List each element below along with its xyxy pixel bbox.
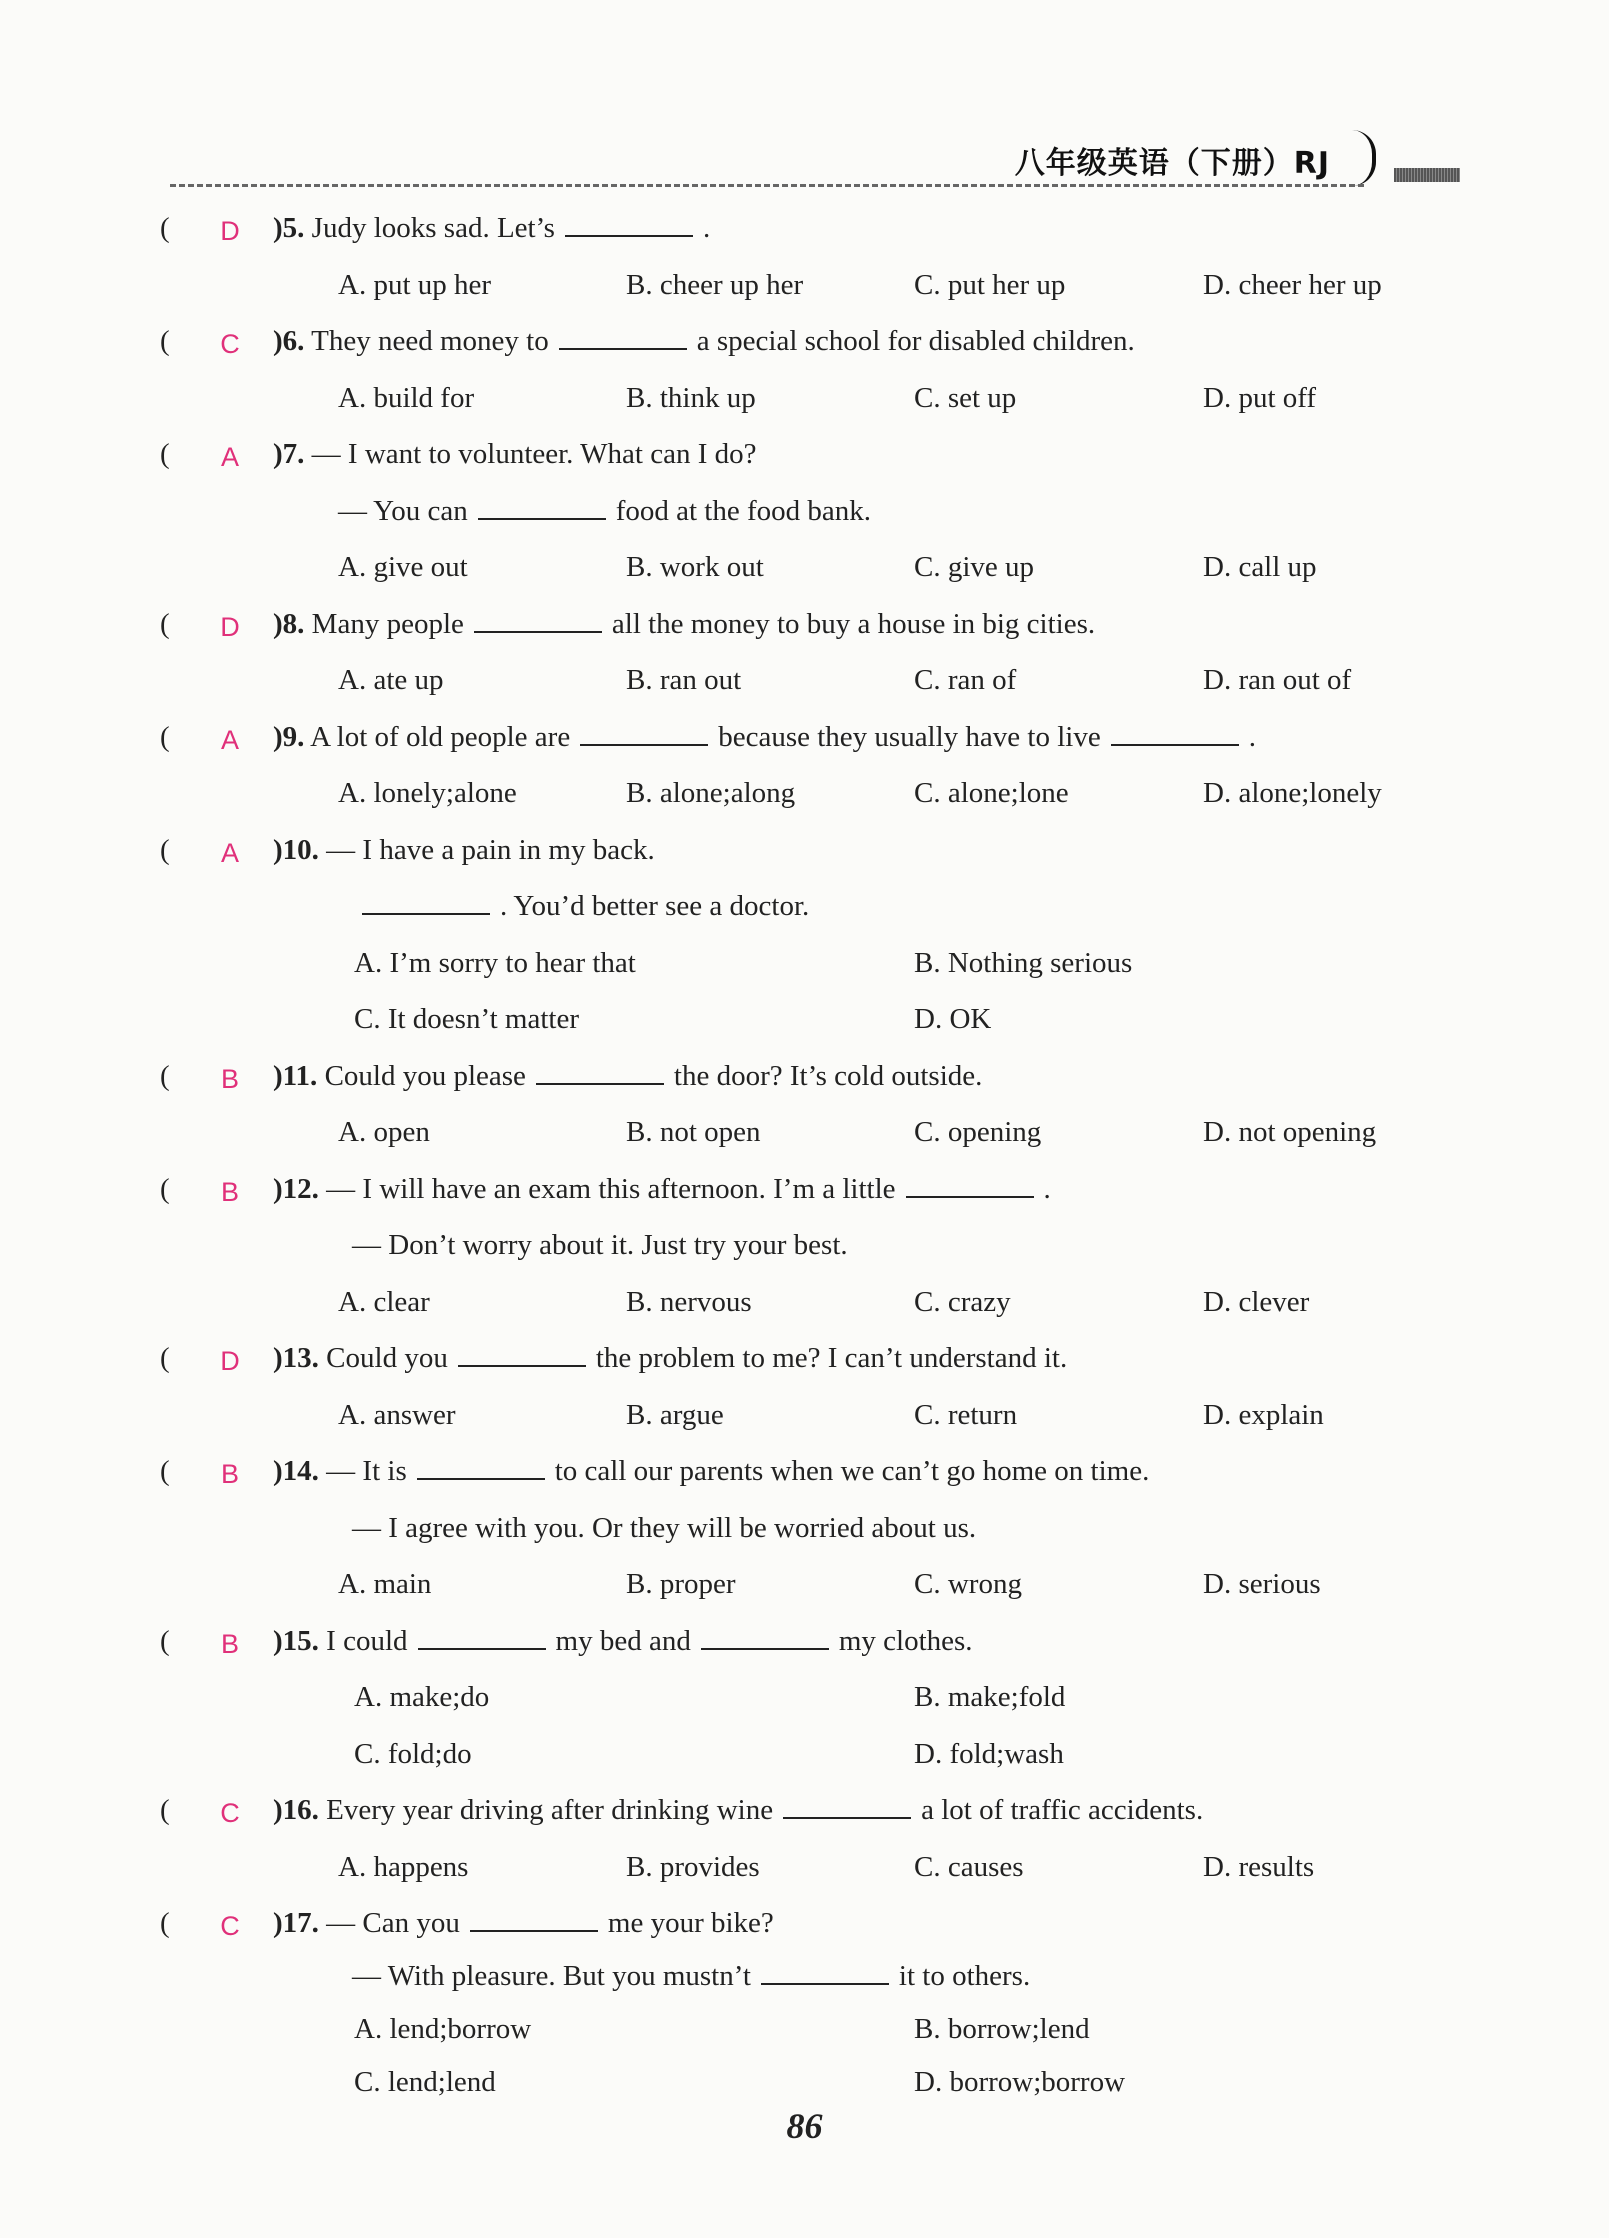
answer-mark: A <box>220 837 239 868</box>
option-d: D. borrow;borrow <box>914 2066 1126 2098</box>
option-c: C. put her up <box>914 268 1066 301</box>
question-number: )11. <box>273 1059 318 1092</box>
paren-open: ( <box>160 1794 170 1826</box>
header-bar <box>1394 168 1460 182</box>
option-d: D. serious <box>1203 1568 1321 1600</box>
stem-text: . <box>1043 1172 1051 1205</box>
question-15 <box>160 1613 1460 1783</box>
option-d: D. fold;wash <box>914 1737 1064 1770</box>
option-d: D. explain <box>1203 1398 1324 1431</box>
answer-blank <box>580 716 708 746</box>
stem-text: — It is <box>326 1455 407 1487</box>
option-a: A. I’m sorry to hear that <box>354 946 636 979</box>
header-divider <box>170 184 1364 187</box>
stem-text: — I agree with you. Or they will be worried about us. <box>352 1511 977 1544</box>
option-d: D. put off <box>1203 381 1317 414</box>
option-a: A. lend;borrow <box>354 2013 532 2045</box>
option-a: A. put up her <box>338 268 492 301</box>
stem-text: A lot of old people are <box>310 720 571 753</box>
paren-open: ( <box>160 212 170 244</box>
stem-text: my clothes. <box>838 1624 973 1657</box>
header-title: 八年级英语（下册）RJ <box>1014 146 1330 181</box>
question-7 <box>160 426 1460 596</box>
paren-open: ( <box>160 720 170 753</box>
paren-open: ( <box>160 833 170 866</box>
option-b: B. think up <box>626 381 756 414</box>
question-number: )9. <box>273 720 305 753</box>
option-c: C. alone;lone <box>914 777 1069 809</box>
option-c: C. set up <box>914 381 1017 414</box>
stem-text: to call our parents when we can’t go home on time. <box>554 1455 1150 1487</box>
answer-mark: A <box>220 724 239 755</box>
stem-text: Every year driving after drinking wine <box>326 1794 774 1826</box>
option-b: B. cheer up her <box>626 268 804 301</box>
paren-open: ( <box>160 438 170 470</box>
question-14 <box>160 1443 1460 1613</box>
stem-text: — I want to volunteer. What can I do? <box>311 438 757 470</box>
answer-blank <box>783 1789 911 1819</box>
answer-blank <box>474 603 602 633</box>
stem-text: it to others. <box>898 1960 1031 1992</box>
option-c: C. causes <box>914 1850 1024 1883</box>
option-b: B. alone;along <box>626 777 796 809</box>
answer-mark: D <box>220 611 240 642</box>
paren-open: ( <box>160 1342 170 1374</box>
stem-text: — Can you <box>326 1907 460 1939</box>
question-number: )14. <box>273 1455 319 1487</box>
answer-blank <box>478 490 606 520</box>
paren-open: ( <box>160 1059 170 1092</box>
question-16 <box>160 1782 1460 1895</box>
header-bracket <box>1352 130 1376 186</box>
answer-blank <box>1111 716 1239 746</box>
option-c: C. return <box>914 1398 1018 1431</box>
question-number: )7. <box>273 438 305 470</box>
option-c: C. ran of <box>914 664 1017 696</box>
answer-mark: B <box>220 1063 239 1094</box>
stem-text: Judy looks sad. Let’s <box>311 212 555 244</box>
page-number: 86 <box>786 2106 823 2146</box>
option-a: A. clear <box>338 1285 430 1318</box>
option-c: C. It doesn’t matter <box>354 1003 579 1035</box>
answer-blank <box>761 1955 889 1985</box>
answer-mark: D <box>220 1346 240 1376</box>
stem-text: . <box>702 212 711 244</box>
option-c: C. lend;lend <box>354 2066 496 2098</box>
stem-text: Could you please <box>324 1059 526 1092</box>
option-a: A. open <box>338 1116 430 1148</box>
option-d: D. call up <box>1203 551 1317 583</box>
stem-text: They need money to <box>311 325 549 357</box>
option-b: B. work out <box>626 551 764 583</box>
stem-text: a special school for disabled children. <box>696 325 1135 357</box>
answer-mark: B <box>220 1628 239 1659</box>
page-header <box>170 138 1460 190</box>
stem-text: the problem to me? I can’t understand it. <box>595 1342 1068 1374</box>
stem-text: because they usually have to live <box>718 720 1101 753</box>
question-5 <box>160 200 1460 313</box>
stem-text: — I have a pain in my back. <box>326 833 655 866</box>
question-11 <box>160 1048 1460 1161</box>
answer-mark: C <box>220 329 240 359</box>
option-a: A. main <box>338 1568 432 1600</box>
stem-text: — With pleasure. But you mustn’t <box>352 1960 751 1992</box>
answer-mark: D <box>220 216 240 246</box>
answer-mark: B <box>220 1459 239 1489</box>
question-list <box>160 200 1460 2107</box>
stem-text: the door? It’s cold outside. <box>673 1059 983 1092</box>
answer-mark: C <box>220 1798 240 1828</box>
option-c: C. give up <box>914 551 1035 583</box>
option-b: B. nervous <box>626 1285 752 1318</box>
answer-blank <box>701 1620 829 1650</box>
stem-text: all the money to buy a house in big cities. <box>611 607 1096 640</box>
option-b: B. ran out <box>626 664 742 696</box>
question-number: )10. <box>273 833 319 866</box>
option-d: D. OK <box>914 1003 992 1035</box>
question-number: )13. <box>273 1342 319 1374</box>
stem-text: Could you <box>326 1342 448 1374</box>
option-b: B. borrow;lend <box>914 2013 1090 2045</box>
paren-open: ( <box>160 607 170 640</box>
answer-blank <box>418 1620 546 1650</box>
stem-text: . You’d better see a doctor. <box>500 890 810 922</box>
option-d: D. alone;lonely <box>1203 777 1382 809</box>
answer-blank <box>458 1337 586 1367</box>
answer-mark: A <box>220 442 239 472</box>
option-d: D. not opening <box>1203 1116 1377 1148</box>
option-b: B. provides <box>626 1850 760 1883</box>
option-d: D. cheer her up <box>1203 268 1382 301</box>
answer-mark: B <box>220 1176 239 1207</box>
option-a: A. make;do <box>354 1681 490 1713</box>
paren-open: ( <box>160 1172 170 1205</box>
option-a: A. give out <box>338 551 468 583</box>
question-number: )5. <box>273 212 305 244</box>
answer-blank <box>565 207 693 237</box>
stem-text: I could <box>326 1624 408 1657</box>
option-b: B. proper <box>626 1568 736 1600</box>
option-d: D. results <box>1203 1850 1315 1883</box>
answer-blank <box>536 1055 664 1085</box>
option-c: C. fold;do <box>354 1737 472 1770</box>
answer-blank <box>559 320 687 350</box>
option-a: A. build for <box>338 381 475 414</box>
option-a: A. happens <box>338 1850 469 1883</box>
question-number: )17. <box>273 1907 319 1939</box>
paren-open: ( <box>160 1624 170 1657</box>
option-c: C. opening <box>914 1116 1042 1148</box>
answer-blank <box>470 1902 598 1932</box>
answer-blank <box>362 885 490 915</box>
question-10 <box>160 822 1460 1048</box>
answer-blank <box>417 1450 545 1480</box>
paren-open: ( <box>160 1455 170 1487</box>
option-d: D. ran out of <box>1203 664 1352 696</box>
option-b: B. not open <box>626 1116 761 1148</box>
question-number: )8. <box>273 607 305 640</box>
stem-text: — Don’t worry about it. Just try your best. <box>352 1229 848 1261</box>
stem-text: a lot of traffic accidents. <box>921 1794 1204 1826</box>
stem-text: . <box>1248 720 1256 753</box>
option-b: B. Nothing serious <box>914 946 1133 979</box>
option-b: B. argue <box>626 1398 724 1431</box>
stem-text: me your bike? <box>607 1907 774 1939</box>
question-8 <box>160 596 1460 709</box>
option-d: D. clever <box>1203 1285 1310 1318</box>
question-number: )6. <box>273 325 305 357</box>
paren-open: ( <box>160 325 170 357</box>
option-a: A. answer <box>338 1398 456 1431</box>
answer-mark: C <box>220 1911 240 1941</box>
answer-blank <box>906 1168 1034 1198</box>
option-a: A. lonely;alone <box>338 777 517 809</box>
option-c: C. wrong <box>914 1568 1022 1600</box>
question-number: )12. <box>273 1172 319 1205</box>
question-17 <box>160 1895 1460 2107</box>
question-number: )16. <box>273 1794 319 1826</box>
stem-text: Many people <box>311 607 464 640</box>
question-9 <box>160 709 1460 822</box>
option-a: A. ate up <box>338 664 444 696</box>
question-12 <box>160 1161 1460 1331</box>
stem-text: — You can <box>338 494 468 527</box>
question-6 <box>160 313 1460 426</box>
paren-open: ( <box>160 1907 170 1939</box>
stem-text: food at the food bank. <box>615 494 872 527</box>
stem-text: — I will have an exam this afternoon. I’m a little <box>326 1172 896 1205</box>
question-13 <box>160 1330 1460 1443</box>
option-b: B. make;fold <box>914 1681 1066 1713</box>
question-number: )15. <box>273 1624 319 1657</box>
option-c: C. crazy <box>914 1285 1011 1318</box>
stem-text: my bed and <box>555 1624 691 1657</box>
